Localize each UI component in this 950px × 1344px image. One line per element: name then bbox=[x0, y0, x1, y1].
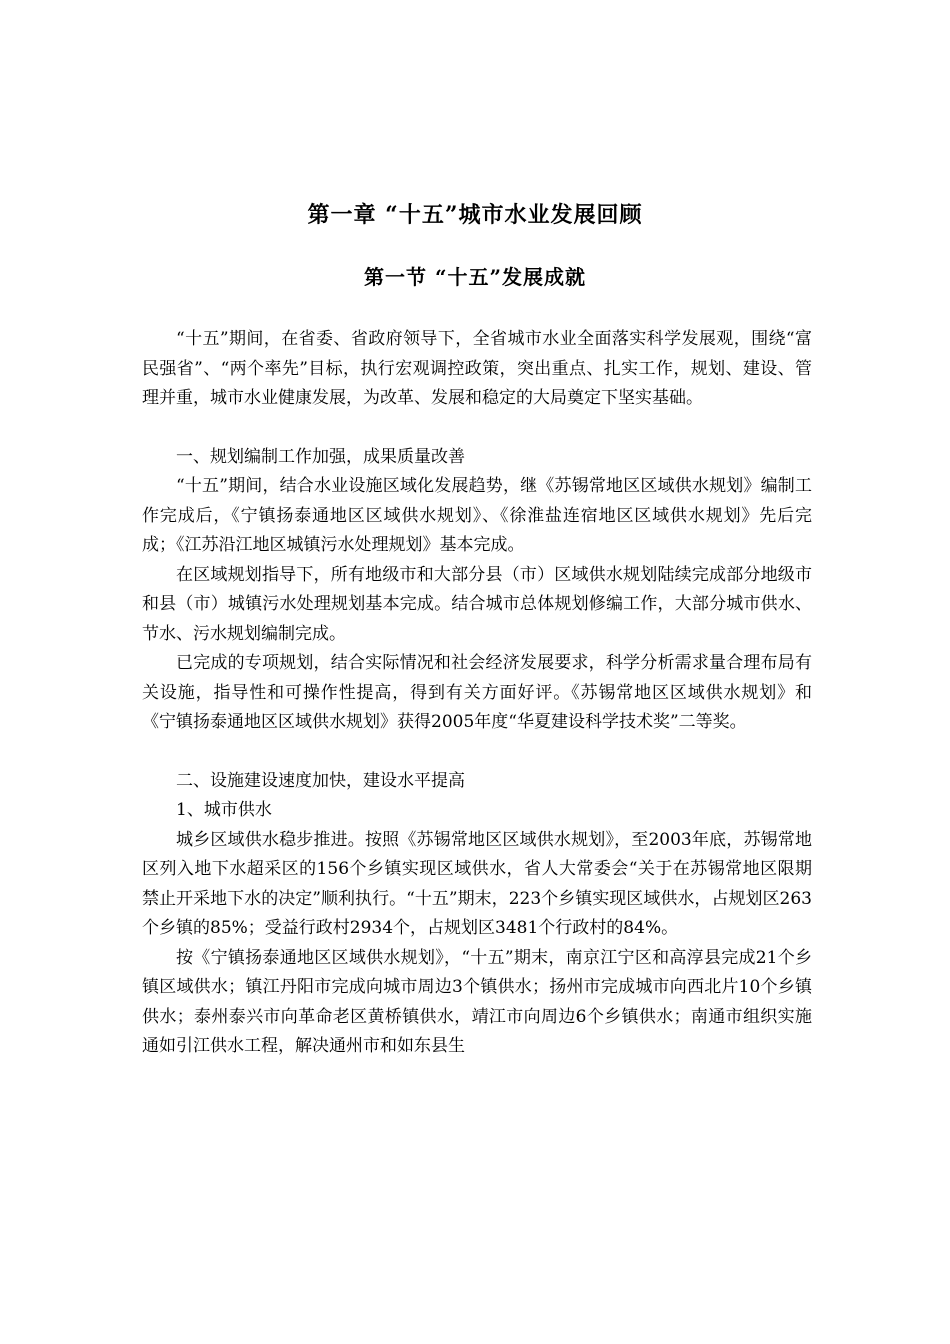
intro-paragraph: “十五”期间，在省委、省政府领导下，全省城市水业全面落实科学发展观，围绕“富民强省”、“两个率先”目标，执行宏观调控政策，突出重点、扎实工作，规划、建设、管理并重，城市水业健康发展，为改革、发展和稳定的大局奠定下坚实基础。 bbox=[142, 329, 812, 408]
chapter-title: 第一章 “十五”城市水业发展回顾 bbox=[307, 202, 643, 228]
document-body bbox=[142, 325, 812, 1062]
part1-paragraph-3: 已完成的专项规划，结合实际情况和社会经济发展要求，科学分析需求量合理布局有关设施，指导性和可操作性提高，得到有关方面好评。《苏锡常地区区域供水规划》和《宁镇扬泰通地区区域供水规划》获得2005年度“华夏建设科学技术奖”二等奖。 bbox=[142, 653, 812, 732]
part2-heading: 二、设施建设速度加快，建设水平提高 bbox=[176, 770, 465, 791]
spacer bbox=[142, 414, 812, 443]
part2-subheading: 1、城市供水 bbox=[176, 800, 272, 820]
part1-heading: 一、规划编制工作加强，成果质量改善 bbox=[176, 446, 465, 467]
spacer bbox=[142, 738, 812, 767]
part2-paragraph-1: 城乡区域供水稳步推进。按照《苏锡常地区区域供水规划》，至2003年底，苏锡常地区列入地下水超采区的156个乡镇实现区域供水，省人大常委会“关于在苏锡常地区限期禁止开采地下水的决定”顺利执行。“十五”期末，223个乡镇实现区域供水，占规划区263个乡镇的85%；受益行政村2934个，占规划区3481个行政村的84%。 bbox=[142, 829, 812, 938]
section-title: 第一节 “十五”发展成就 bbox=[364, 265, 586, 289]
part1-paragraph-2: 在区域规划指导下，所有地级市和大部分县（市）区域供水规划陆续完成部分地级市和县（市）城镇污水处理规划基本完成。结合城市总体规划修编工作，大部分城市供水、节水、污水规划编制完成。 bbox=[142, 564, 812, 644]
part1-paragraph-1: “十五”期间，结合水业设施区域化发展趋势，继《苏锡常地区区域供水规划》编制工作完成后，《宁镇扬泰通地区区域供水规划》、《徐淮盐连宿地区区域供水规划》先后完成；《江苏沿江地区城镇污水处理规划》基本完成。 bbox=[142, 476, 812, 555]
part2-paragraph-2: 按《宁镇扬泰通地区区域供水规划》，“十五”期末，南京江宁区和高淳县完成21个乡镇区域供水；镇江丹阳市完成向城市周边3个镇供水；扬州市完成城市向西北片10个乡镇供水；泰州泰兴市向革命老区黄桥镇供水，靖江市向周边6个乡镇供水；南通市组织实施通如引江供水工程，解决通州市和如东县生 bbox=[142, 947, 812, 1056]
